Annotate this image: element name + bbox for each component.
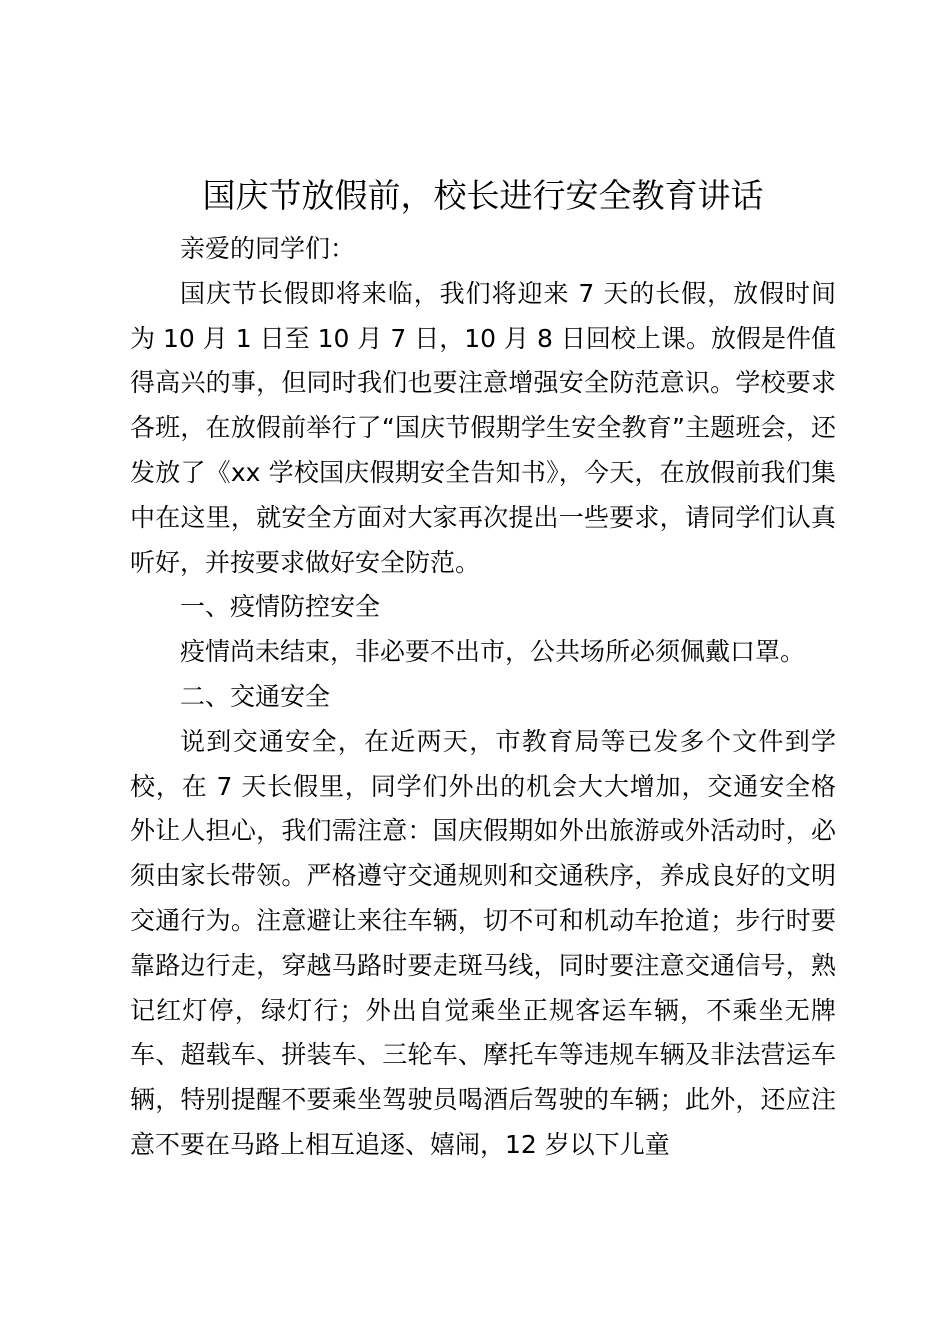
epidemic-paragraph: 疫情尚未结束，非必要不出市，公共场所必须佩戴口罩。 <box>180 637 806 667</box>
document-title: 国庆节放假前，校长进行安全教育讲话 <box>202 176 764 215</box>
salutation-paragraph: 亲爱的同学们： <box>180 234 356 263</box>
traffic-paragraph: 说到交通安全，在近两天，市教育局等已发多个文件到学校，在 7 天长假里，同学们外出的机会大大增加，交通安全格外让人担心，我们需注意：国庆假期如外出旅游或外活动时，必须由家长带领。严格遵守交通规则和交通秩序，养成良好的文明交通行为。注意避让来往车辆，切不可和机动车抢道；步行时要靠路边行走，穿越马路时要走斑马线，同时要注意交通信号，熟记红灯停，绿灯行；外出自觉乘坐正规客运车辆，不乘坐无牌车、超载车、拼装车、三轮车、摩托车等违规车辆及非法营运车辆，特别提醒不要乘坐驾驶员喝酒后驾驶的车辆；此外，还应注意不要在马路上相互追逐、嬉闹，12 岁以下儿童 <box>130 726 836 1159</box>
section-heading-epidemic: 一、疫情防控安全 <box>180 592 381 622</box>
document-body <box>130 227 836 1168</box>
section-heading-traffic: 二、交通安全 <box>180 681 331 711</box>
intro-paragraph: 国庆节长假即将来临，我们将迎来 7 天的长假，放假时间为 10 月 1 日至 10 月 7 日，10 月 8 日回校上课。放假是件值得高兴的事，但同时我们也要注意增强安全防范意识。学校要求各班，在放假前举行了“国庆节假期学生安全教育”主题班会，还发放了《xx 学校国庆假期安全告知书》，今天，在放假前我们集中在这里，就安全方面对大家再次提出一些要求，请同学们认真听好，并按要求做好安全防范。 <box>130 278 836 577</box>
